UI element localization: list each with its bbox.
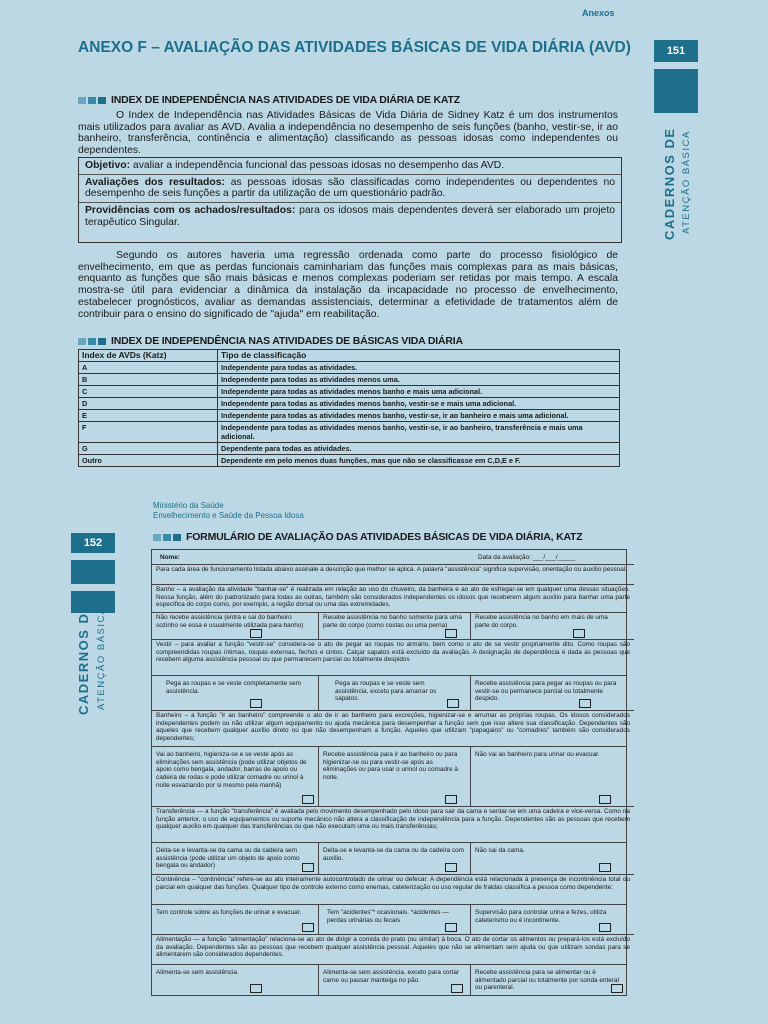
option-text: Deita-se e levanta-se da cama ou da cadeira sem assistência (pode utilizar um objeto de apoio como bengala ou andador) xyxy=(156,847,300,870)
index-cell: G xyxy=(79,443,218,455)
checkbox[interactable] xyxy=(451,984,463,993)
index-cell: Outro xyxy=(79,455,218,467)
section-heading-form xyxy=(153,531,583,543)
table-header-row xyxy=(79,350,620,362)
banheiro-option-2[interactable] xyxy=(318,747,470,807)
checkbox[interactable] xyxy=(599,863,611,872)
section-heading-text: INDEX DE INDEPENDÊNCIA NAS ATIVIDADES DE VIDA DIÁRIA DE KATZ xyxy=(111,94,460,106)
bullet-square-icon xyxy=(98,97,106,104)
classification-cell: Dependente em pelo menos duas funções, mas que não se classificasse em C,D,E e F. xyxy=(218,455,620,467)
date-field-label[interactable]: Data da avaliação: ___/___/_____ xyxy=(478,554,576,561)
checkbox[interactable] xyxy=(445,863,457,872)
intro-paragraph: O Index de Independência nas Atividades Básicas de Vida Diária de Sidney Katz é um dos instrumentos mais utilizados para avaliar as AVD. Avalia a independência no desempenho de seis funções (banho, vestir-se, ir ao banheiro, transferência, continência e alimentação) classificando as pessoas idosas como independentes ou dependentes. xyxy=(78,110,618,157)
page-number-151: 151 xyxy=(654,40,698,62)
banho-option-1[interactable] xyxy=(152,613,318,640)
providencias-text: para os idosos mais dependentes deverá ser elaborado um projeto terapêutico Singular. xyxy=(85,205,615,228)
page-number-152: 152 xyxy=(71,533,115,553)
form-name-row xyxy=(152,550,626,564)
index-cell: B xyxy=(79,374,218,386)
index-cell: A xyxy=(79,362,218,374)
option-text: Pega as roupas e se veste sem assistência, exceto para amarrar os sapatos. xyxy=(335,680,437,703)
form-instructions: Para cada área de funcionamento listada abaixo assinale a descrição que melhor se aplica. A palavra "assistência" significa supervisão, orientação ou auxílio pessoal. xyxy=(152,564,634,587)
providencias-label: Providências com os achados/resultados: xyxy=(85,205,296,217)
continencia-option-2[interactable] xyxy=(318,905,470,935)
vestir-options-row xyxy=(152,675,626,711)
alimentacao-option-3[interactable] xyxy=(470,965,626,996)
side-label-cadernos: CADERNOS DE xyxy=(76,602,91,715)
index-cell: E xyxy=(79,410,218,422)
column-header: Index de AVDs (Katz) xyxy=(79,350,218,362)
banheiro-option-1[interactable] xyxy=(152,747,318,807)
classification-cell: Independente para todas as atividades menos banho, vestir-se, ir ao banheiro, transferência e mais uma adicional. xyxy=(218,422,620,443)
transferencia-option-2[interactable] xyxy=(318,843,470,875)
vestir-option-1[interactable] xyxy=(152,676,318,711)
vestir-description: Vestir – para avaliar a função "vestir-se" considera-se o ato de pegar as roupas no armário, bem como o ato de se vestir propriamente dito. Como roupas são compreendidas roupas íntimas, roupas externas, fechos e cintos. Calçar sapatos está excluído da avaliação. A designação de dependência é dada às pessoas que recebem alguma assistência pessoal ou que permanecem parcial ou totalmente despidos xyxy=(152,639,634,678)
table-row xyxy=(79,422,620,443)
option-text: Recebe assistência no banho somente para uma parte do corpo (como costas ou uma perna) xyxy=(323,614,462,629)
classification-cell: Dependente para todas as atividades. xyxy=(218,443,620,455)
classification-cell: Independente para todas as atividades menos banho e mais uma adicional. xyxy=(218,386,620,398)
checkbox[interactable] xyxy=(250,984,262,993)
option-text: Não sai da cama. xyxy=(475,847,525,854)
results-label: Avaliações dos resultados: xyxy=(85,176,225,188)
objectives-box xyxy=(78,157,622,243)
providencias-row xyxy=(79,203,621,230)
table-row xyxy=(79,443,620,455)
option-text: Alimenta-se sem assistência, exceto para cortar carne ou passar manteiga no pão. xyxy=(323,969,460,984)
vestir-option-2[interactable] xyxy=(318,676,470,711)
ministry-line2: Envelhecimento e Saúde da Pessoa Idosa xyxy=(153,511,304,520)
continencia-description: Continência – "continência" refere-se ao ato inteiramente autocontrolado de urinar ou defecar. A dependência está relacionada à presença de incontinência total ou parcial em qualquer das funções. Qualquer tipo de controle externo como enemas, cateterização ou uso regular de fraldas classifica a pessoa como dependente; xyxy=(152,874,634,907)
transferencia-option-1[interactable] xyxy=(152,843,318,875)
bullet-square-icon xyxy=(78,97,86,104)
index-cell: C xyxy=(79,386,218,398)
banho-option-3[interactable] xyxy=(470,613,626,640)
option-text: Vai ao banheiro, higieniza-se e se veste após as eliminações sem assistência (pode utilizar objetos de apoio como bengala, andador, barras de apoio ou cadeira de rodas e pode utilizar comadre ou urinol à noite esvaziando por si mesmo pela manhã) xyxy=(156,751,307,789)
vestir-option-3[interactable] xyxy=(470,676,626,711)
classification-cell: Independente para todas as atividades menos uma. xyxy=(218,374,620,386)
checkbox[interactable] xyxy=(599,795,611,804)
name-field-label[interactable]: Nome: xyxy=(160,554,180,561)
side-tab-block xyxy=(71,560,115,584)
continencia-option-3[interactable] xyxy=(470,905,626,935)
column-header: Tipo de classificação xyxy=(218,350,620,362)
section-heading-katz xyxy=(78,94,460,106)
option-text: Supervisão para controlar urina e fezes, utiliza cateterismo ou é incontinente. xyxy=(475,909,607,924)
option-text: Deita-se e levanta-se da cama ou da cadeira com auxílio. xyxy=(323,847,465,862)
section-heading-text: FORMULÁRIO DE AVALIAÇÃO DAS ATIVIDADES BÁSICAS DE VIDA DIÁRIA, KATZ xyxy=(186,531,583,543)
checkbox[interactable] xyxy=(445,923,457,932)
bullet-square-icon xyxy=(173,534,181,541)
checkbox[interactable] xyxy=(573,629,585,638)
banho-options-row xyxy=(152,612,626,640)
classification-cell: Independente para todas as atividades menos banho, vestir-se e mais uma adicional. xyxy=(218,398,620,410)
alimentacao-options-row xyxy=(152,964,626,996)
option-text: Recebe assistência para pegar as roupas ou para vestir-se ou permanece parcial ou totalmente despido. xyxy=(475,680,617,703)
katz-form xyxy=(151,549,630,996)
checkbox[interactable] xyxy=(611,984,623,993)
objective-text: avaliar a independência funcional das pessoas idosas no desempenho das AVD. xyxy=(130,160,505,171)
index-cell: F xyxy=(79,422,218,443)
side-tab-block xyxy=(654,69,698,113)
alimentacao-description: Alimentação — a função "alimentação" relaciona-se ao ato de dirigir a comida do prato (ou similar) à boca. O ato de cortar os alimentos ou prepará-los está excluído da avaliação. Dependentes são as pessoas que recebem qualquer assistência pessoal. Aqueles que não se alimentam sem ajuda ou que utilizam sondas para se alimentarem são considerados dependentes. xyxy=(152,934,634,967)
classification-cell: Independente para todas as atividades menos banho, vestir-se, ir ao banheiro e mais uma adicional. xyxy=(218,410,620,422)
option-text: Recebe assistência para ir ao banheiro ou para higienizar-se ou para vestir-se após as eliminações ou para usar o urinol ou comadre à noite. xyxy=(323,751,458,782)
banho-description: Banho – a avaliação da atividade "banhar-se" é realizada em relação ao uso do chuveiro, da banheira e ao ato de esfregar-se em qualquer uma dessas situações. Nessa função, além do padronizado para todas as outras, também são considerados independentes os idosos que receberem algum auxílio para banhar uma parte específica do corpo como, por exemplo, a região dorsal ou uma das extremidades. xyxy=(152,584,634,615)
option-text: Pega as roupas e se veste completamente sem assistência. xyxy=(166,680,301,695)
body-paragraph: Segundo os autores haveria uma regressão ordenada como parte do processo fisiológico de envelhecimento, em que as perdas funcionais caminhariam das funções mais complexas para as mais básicas, enquanto as funções que são mais básicas e menos complexas poderiam ser retidas por mais tempo. A escala mostra-se útil para evidenciar a dinâmica da instalação da incapacidade no processo de envelhecimento, estabelecer prognósticos, avaliar as demandas assistenciais, determinar a efetividade de tratamentos além de contribuir para o ensino do significado de "ajuda" em reabilitação. xyxy=(78,250,618,320)
side-label-atencao: ATENÇÃO BÁSICA xyxy=(96,606,107,710)
ministry-footer xyxy=(153,501,304,521)
results-text: as pessoas idosas são classificadas como independentes ou dependentes no desempenho de seis funções a partir da utilização de um questionário padrão. xyxy=(85,176,615,200)
side-label-atencao: ATENÇÃO BÁSICA xyxy=(681,130,692,234)
option-text: Tem controle sobre as funções de urinar e evacuar. xyxy=(156,909,302,916)
checkbox[interactable] xyxy=(302,863,314,872)
table-row xyxy=(79,386,620,398)
bullet-square-icon xyxy=(153,534,161,541)
results-row xyxy=(79,175,621,203)
banho-option-2[interactable] xyxy=(318,613,470,640)
checkbox[interactable] xyxy=(579,699,591,708)
option-text: Alimenta-se sem assistência. xyxy=(156,969,239,976)
ministry-line1: Ministério da Saúde xyxy=(153,501,224,510)
alimentacao-option-1[interactable] xyxy=(152,965,318,996)
banheiro-description: Banheiro – a função "ir ao banheiro" compreende o ato de ir ao banheiro para excreções, higienizar-se e arrumar as próprias roupas. Os idosos considerados independentes podem ou não utilizar algum equipamento ou ajuda mecânica para desempenhar a função sem que isso altere sua classificação. Dependentes são aqueles que recebem qualquer auxílio direto ou que não desempenham a função. Aqueles que utilizam "papagaios" ou "comadres" também são considerados dependentes; xyxy=(152,710,634,749)
checkbox[interactable] xyxy=(447,699,459,708)
option-text: Recebe assistência no banho em mais de uma parte do corpo. xyxy=(475,614,608,629)
bullet-square-icon xyxy=(98,338,106,345)
bullet-square-icon xyxy=(88,97,96,104)
bullet-square-icon xyxy=(88,338,96,345)
bullet-square-icon xyxy=(78,338,86,345)
table-row xyxy=(79,374,620,386)
bullet-square-icon xyxy=(163,534,171,541)
table-row xyxy=(79,410,620,422)
katz-index-table xyxy=(78,349,620,467)
option-text: Tem "acidentes"* ocasionais. *acidentes — perdas urinárias ou fecais xyxy=(327,909,449,924)
objective-label: Objetivo: xyxy=(85,160,131,171)
transferencia-options-row xyxy=(152,842,626,875)
continencia-options-row xyxy=(152,904,626,935)
table-row xyxy=(79,455,620,467)
section-heading-text: INDEX DE INDEPENDÊNCIA NAS ATIVIDADES DE BÁSICAS VIDA DIÁRIA xyxy=(111,335,463,347)
checkbox[interactable] xyxy=(302,923,314,932)
top-section-label: Anexos xyxy=(582,8,615,18)
section-heading-index-table xyxy=(78,335,463,347)
option-text: Não vai ao banheiro para urinar ou evacuar. xyxy=(475,751,600,758)
banheiro-options-row xyxy=(152,746,626,807)
option-text: Não recebe assistência (entra e sai do banheiro sozinho se essa é usualmente utilizada para banho) xyxy=(156,614,304,629)
classification-cell: Independente para todas as atividades. xyxy=(218,362,620,374)
banheiro-option-3[interactable] xyxy=(470,747,626,807)
checkbox[interactable] xyxy=(445,629,457,638)
side-label-cadernos: CADERNOS DE xyxy=(662,127,677,240)
checkbox[interactable] xyxy=(599,923,611,932)
objective-row xyxy=(79,158,621,175)
checkbox[interactable] xyxy=(250,629,262,638)
checkbox[interactable] xyxy=(250,699,262,708)
option-text: Recebe assistência para se alimentar ou é alimentado parcial ou totalmente por sonda enteral ou parenteral. xyxy=(475,969,619,992)
continencia-option-1[interactable] xyxy=(152,905,318,935)
transferencia-description: Transferência — a função "transferência" é avaliada pelo movimento desempenhado pelo idoso para sair da cama e sentar-se em uma cadeira e vice-versa. Como na função anterior, o uso de equipamentos ou suporte mecânico não altera a classificação de independência para a função. Dependentes são as pessoas que recebem qualquer auxílio em qualquer das transferências ou que não executam uma ou mais transferências; xyxy=(152,806,634,845)
checkbox[interactable] xyxy=(445,795,457,804)
alimentacao-option-2[interactable] xyxy=(318,965,470,996)
transferencia-option-3[interactable] xyxy=(470,843,626,875)
table-row xyxy=(79,398,620,410)
table-row xyxy=(79,362,620,374)
page-title: ANEXO F – AVALIAÇÃO DAS ATIVIDADES BÁSICAS DE VIDA DIÁRIA (AVD) xyxy=(78,39,631,56)
checkbox[interactable] xyxy=(302,795,314,804)
index-cell: D xyxy=(79,398,218,410)
